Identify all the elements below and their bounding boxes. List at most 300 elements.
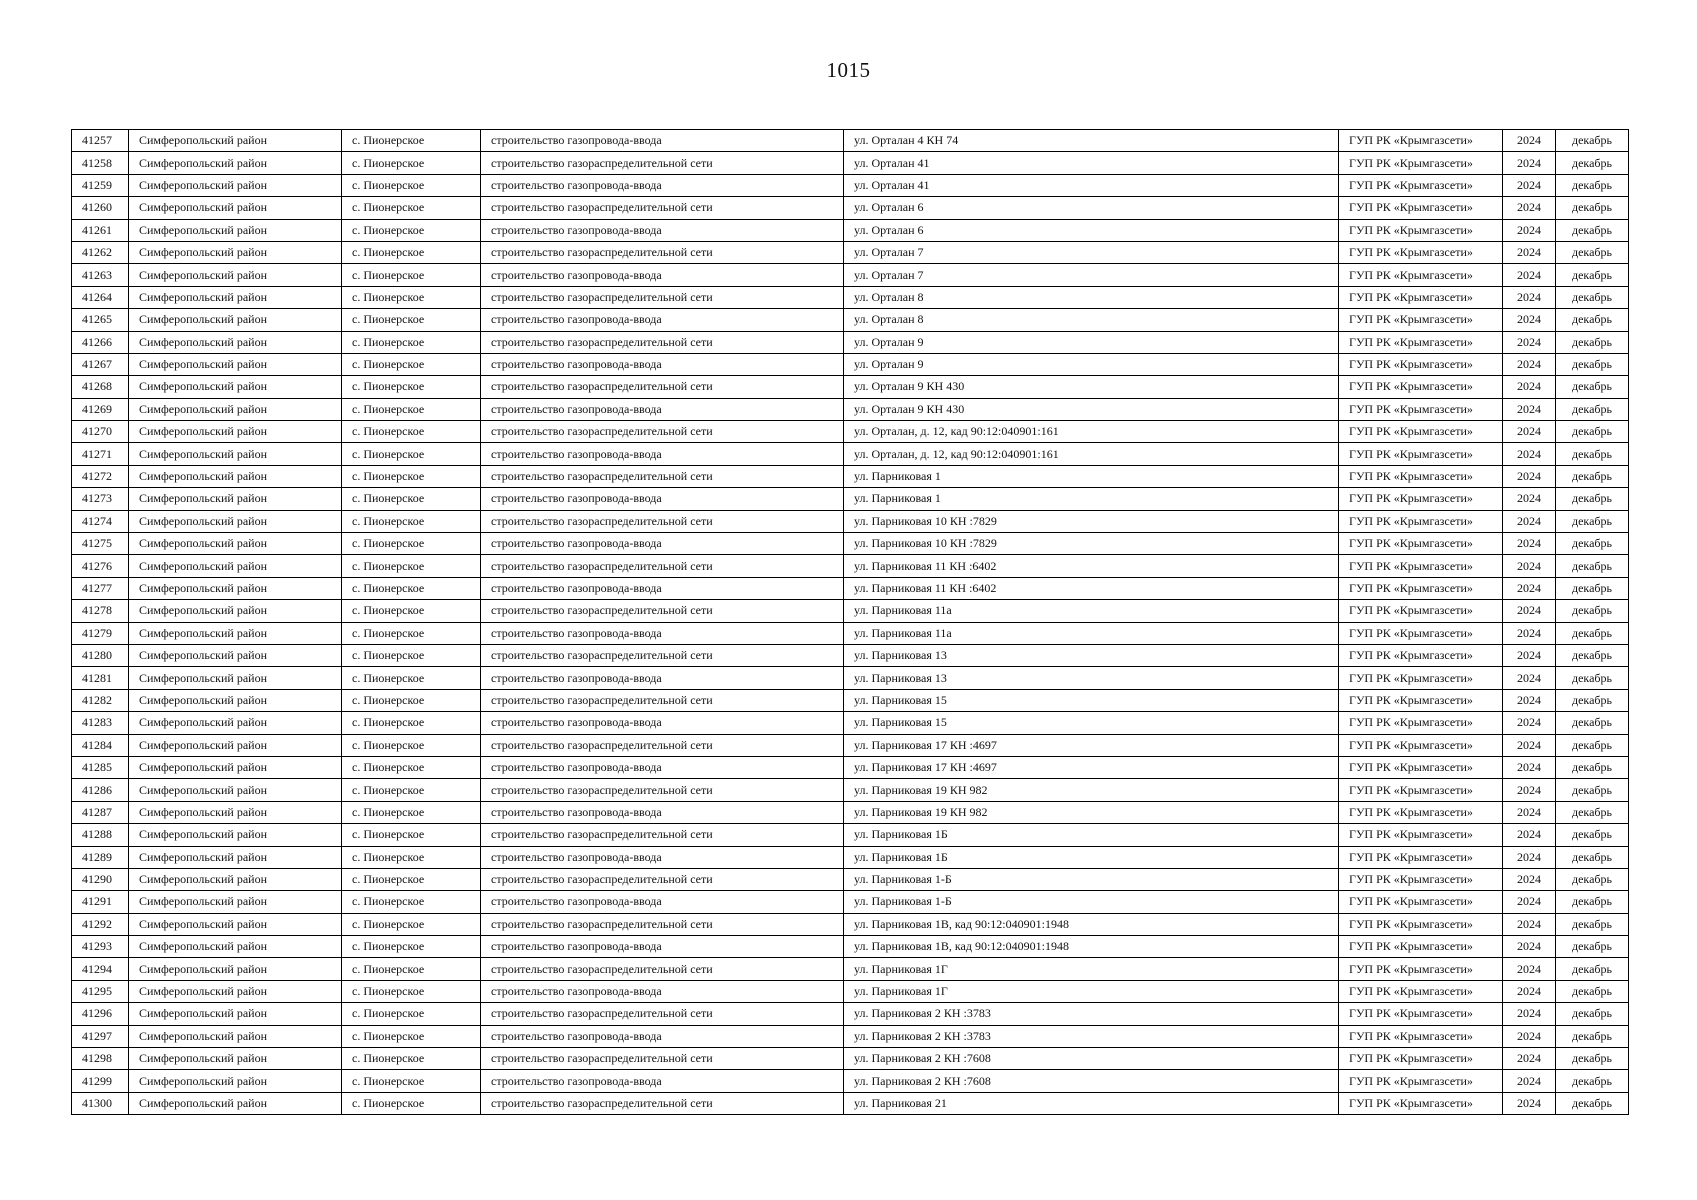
address-cell: ул. Парниковая 1-Б bbox=[844, 868, 1339, 890]
organization-cell: ГУП РК «Крымгазсети» bbox=[1339, 465, 1503, 487]
organization-cell: ГУП РК «Крымгазсети» bbox=[1339, 868, 1503, 890]
address-cell: ул. Орталан 9 bbox=[844, 331, 1339, 353]
address-cell: ул. Парниковая 11а bbox=[844, 600, 1339, 622]
settlement-cell: с. Пионерское bbox=[342, 130, 481, 152]
work-type-cell: строительство газопровода-ввода bbox=[481, 130, 844, 152]
month-cell: декабрь bbox=[1556, 644, 1629, 666]
row-number: 41283 bbox=[72, 712, 129, 734]
address-cell: ул. Орталан 41 bbox=[844, 152, 1339, 174]
address-cell: ул. Парниковая 2 КН :3783 bbox=[844, 1003, 1339, 1025]
district-cell: Симферопольский район bbox=[129, 600, 342, 622]
row-number: 41257 bbox=[72, 130, 129, 152]
district-cell: Симферопольский район bbox=[129, 868, 342, 890]
year-cell: 2024 bbox=[1503, 936, 1556, 958]
table-row bbox=[72, 712, 1629, 734]
row-number: 41276 bbox=[72, 555, 129, 577]
district-cell: Симферопольский район bbox=[129, 1092, 342, 1114]
row-number: 41288 bbox=[72, 824, 129, 846]
year-cell: 2024 bbox=[1503, 1003, 1556, 1025]
settlement-cell: с. Пионерское bbox=[342, 152, 481, 174]
table-row bbox=[72, 689, 1629, 711]
row-number: 41274 bbox=[72, 510, 129, 532]
address-cell: ул. Парниковая 19 КН 982 bbox=[844, 779, 1339, 801]
settlement-cell: с. Пионерское bbox=[342, 958, 481, 980]
work-type-cell: строительство газопровода-ввода bbox=[481, 577, 844, 599]
organization-cell: ГУП РК «Крымгазсети» bbox=[1339, 958, 1503, 980]
address-cell: ул. Орталан 8 bbox=[844, 286, 1339, 308]
row-number: 41278 bbox=[72, 600, 129, 622]
address-cell: ул. Парниковая 11 КН :6402 bbox=[844, 555, 1339, 577]
year-cell: 2024 bbox=[1503, 376, 1556, 398]
settlement-cell: с. Пионерское bbox=[342, 734, 481, 756]
work-type-cell: строительство газораспределительной сети bbox=[481, 152, 844, 174]
work-type-cell: строительство газораспределительной сети bbox=[481, 779, 844, 801]
organization-cell: ГУП РК «Крымгазсети» bbox=[1339, 779, 1503, 801]
address-cell: ул. Орталан 8 bbox=[844, 309, 1339, 331]
organization-cell: ГУП РК «Крымгазсети» bbox=[1339, 241, 1503, 263]
organization-cell: ГУП РК «Крымгазсети» bbox=[1339, 510, 1503, 532]
month-cell: декабрь bbox=[1556, 174, 1629, 196]
organization-cell: ГУП РК «Крымгазсети» bbox=[1339, 756, 1503, 778]
district-cell: Симферопольский район bbox=[129, 846, 342, 868]
year-cell: 2024 bbox=[1503, 824, 1556, 846]
year-cell: 2024 bbox=[1503, 577, 1556, 599]
table-row bbox=[72, 1092, 1629, 1114]
table-row bbox=[72, 779, 1629, 801]
work-type-cell: строительство газопровода-ввода bbox=[481, 801, 844, 823]
district-cell: Симферопольский район bbox=[129, 286, 342, 308]
address-cell: ул. Орталан 9 КН 430 bbox=[844, 398, 1339, 420]
month-cell: декабрь bbox=[1556, 980, 1629, 1002]
district-cell: Симферопольский район bbox=[129, 488, 342, 510]
work-type-cell: строительство газопровода-ввода bbox=[481, 533, 844, 555]
organization-cell: ГУП РК «Крымгазсети» bbox=[1339, 846, 1503, 868]
row-number: 41289 bbox=[72, 846, 129, 868]
district-cell: Симферопольский район bbox=[129, 913, 342, 935]
district-cell: Симферопольский район bbox=[129, 331, 342, 353]
address-cell: ул. Парниковая 17 КН :4697 bbox=[844, 734, 1339, 756]
work-type-cell: строительство газораспределительной сети bbox=[481, 510, 844, 532]
row-number: 41269 bbox=[72, 398, 129, 420]
work-type-cell: строительство газопровода-ввода bbox=[481, 488, 844, 510]
settlement-cell: с. Пионерское bbox=[342, 980, 481, 1002]
district-cell: Симферопольский район bbox=[129, 353, 342, 375]
work-type-cell: строительство газораспределительной сети bbox=[481, 1003, 844, 1025]
organization-cell: ГУП РК «Крымгазсети» bbox=[1339, 421, 1503, 443]
month-cell: декабрь bbox=[1556, 421, 1629, 443]
month-cell: декабрь bbox=[1556, 130, 1629, 152]
row-number: 41294 bbox=[72, 958, 129, 980]
settlement-cell: с. Пионерское bbox=[342, 376, 481, 398]
address-cell: ул. Парниковая 17 КН :4697 bbox=[844, 756, 1339, 778]
year-cell: 2024 bbox=[1503, 353, 1556, 375]
address-cell: ул. Парниковая 2 КН :3783 bbox=[844, 1025, 1339, 1047]
month-cell: декабрь bbox=[1556, 1092, 1629, 1114]
month-cell: декабрь bbox=[1556, 1025, 1629, 1047]
address-cell: ул. Орталан 6 bbox=[844, 219, 1339, 241]
settlement-cell: с. Пионерское bbox=[342, 488, 481, 510]
organization-cell: ГУП РК «Крымгазсети» bbox=[1339, 152, 1503, 174]
settlement-cell: с. Пионерское bbox=[342, 353, 481, 375]
address-cell: ул. Парниковая 19 КН 982 bbox=[844, 801, 1339, 823]
work-type-cell: строительство газопровода-ввода bbox=[481, 622, 844, 644]
work-type-cell: строительство газораспределительной сети bbox=[481, 913, 844, 935]
month-cell: декабрь bbox=[1556, 577, 1629, 599]
work-type-cell: строительство газораспределительной сети bbox=[481, 555, 844, 577]
month-cell: декабрь bbox=[1556, 779, 1629, 801]
row-number: 41284 bbox=[72, 734, 129, 756]
year-cell: 2024 bbox=[1503, 1048, 1556, 1070]
district-cell: Симферопольский район bbox=[129, 398, 342, 420]
table-row bbox=[72, 219, 1629, 241]
district-cell: Симферопольский район bbox=[129, 264, 342, 286]
row-number: 41271 bbox=[72, 443, 129, 465]
year-cell: 2024 bbox=[1503, 197, 1556, 219]
work-type-cell: строительство газораспределительной сети bbox=[481, 600, 844, 622]
month-cell: декабрь bbox=[1556, 824, 1629, 846]
organization-cell: ГУП РК «Крымгазсети» bbox=[1339, 577, 1503, 599]
work-type-cell: строительство газораспределительной сети bbox=[481, 197, 844, 219]
year-cell: 2024 bbox=[1503, 846, 1556, 868]
settlement-cell: с. Пионерское bbox=[342, 465, 481, 487]
work-type-cell: строительство газораспределительной сети bbox=[481, 421, 844, 443]
table-row bbox=[72, 510, 1629, 532]
district-cell: Симферопольский район bbox=[129, 421, 342, 443]
row-number: 41264 bbox=[72, 286, 129, 308]
organization-cell: ГУП РК «Крымгазсети» bbox=[1339, 443, 1503, 465]
work-type-cell: строительство газопровода-ввода bbox=[481, 936, 844, 958]
settlement-cell: с. Пионерское bbox=[342, 779, 481, 801]
address-cell: ул. Парниковая 10 КН :7829 bbox=[844, 510, 1339, 532]
year-cell: 2024 bbox=[1503, 891, 1556, 913]
month-cell: декабрь bbox=[1556, 197, 1629, 219]
work-type-cell: строительство газораспределительной сети bbox=[481, 734, 844, 756]
district-cell: Симферопольский район bbox=[129, 533, 342, 555]
settlement-cell: с. Пионерское bbox=[342, 936, 481, 958]
work-type-cell: строительство газопровода-ввода bbox=[481, 846, 844, 868]
settlement-cell: с. Пионерское bbox=[342, 756, 481, 778]
month-cell: декабрь bbox=[1556, 936, 1629, 958]
address-cell: ул. Парниковая 11а bbox=[844, 622, 1339, 644]
month-cell: декабрь bbox=[1556, 398, 1629, 420]
year-cell: 2024 bbox=[1503, 1070, 1556, 1092]
row-number: 41265 bbox=[72, 309, 129, 331]
table-row bbox=[72, 376, 1629, 398]
organization-cell: ГУП РК «Крымгазсети» bbox=[1339, 644, 1503, 666]
work-type-cell: строительство газопровода-ввода bbox=[481, 1070, 844, 1092]
year-cell: 2024 bbox=[1503, 443, 1556, 465]
district-cell: Симферопольский район bbox=[129, 510, 342, 532]
settlement-cell: с. Пионерское bbox=[342, 309, 481, 331]
address-cell: ул. Орталан 7 bbox=[844, 241, 1339, 263]
work-type-cell: строительство газопровода-ввода bbox=[481, 174, 844, 196]
work-type-cell: строительство газопровода-ввода bbox=[481, 891, 844, 913]
row-number: 41277 bbox=[72, 577, 129, 599]
row-number: 41275 bbox=[72, 533, 129, 555]
month-cell: декабрь bbox=[1556, 1048, 1629, 1070]
year-cell: 2024 bbox=[1503, 286, 1556, 308]
organization-cell: ГУП РК «Крымгазсети» bbox=[1339, 1070, 1503, 1092]
organization-cell: ГУП РК «Крымгазсети» bbox=[1339, 801, 1503, 823]
settlement-cell: с. Пионерское bbox=[342, 846, 481, 868]
settlement-cell: с. Пионерское bbox=[342, 241, 481, 263]
organization-cell: ГУП РК «Крымгазсети» bbox=[1339, 1025, 1503, 1047]
year-cell: 2024 bbox=[1503, 1025, 1556, 1047]
organization-cell: ГУП РК «Крымгазсети» bbox=[1339, 689, 1503, 711]
settlement-cell: с. Пионерское bbox=[342, 219, 481, 241]
organization-cell: ГУП РК «Крымгазсети» bbox=[1339, 353, 1503, 375]
year-cell: 2024 bbox=[1503, 779, 1556, 801]
year-cell: 2024 bbox=[1503, 130, 1556, 152]
month-cell: декабрь bbox=[1556, 152, 1629, 174]
month-cell: декабрь bbox=[1556, 1070, 1629, 1092]
organization-cell: ГУП РК «Крымгазсети» bbox=[1339, 913, 1503, 935]
row-number: 41273 bbox=[72, 488, 129, 510]
table-row bbox=[72, 600, 1629, 622]
organization-cell: ГУП РК «Крымгазсети» bbox=[1339, 824, 1503, 846]
month-cell: декабрь bbox=[1556, 241, 1629, 263]
table-row bbox=[72, 264, 1629, 286]
district-cell: Симферопольский район bbox=[129, 219, 342, 241]
row-number: 41262 bbox=[72, 241, 129, 263]
year-cell: 2024 bbox=[1503, 264, 1556, 286]
month-cell: декабрь bbox=[1556, 622, 1629, 644]
table-row bbox=[72, 913, 1629, 935]
work-type-cell: строительство газопровода-ввода bbox=[481, 353, 844, 375]
organization-cell: ГУП РК «Крымгазсети» bbox=[1339, 197, 1503, 219]
address-cell: ул. Парниковая 13 bbox=[844, 667, 1339, 689]
settlement-cell: с. Пионерское bbox=[342, 1025, 481, 1047]
work-type-cell: строительство газопровода-ввода bbox=[481, 667, 844, 689]
address-cell: ул. Парниковая 1В, кад 90:12:040901:1948 bbox=[844, 913, 1339, 935]
row-number: 41281 bbox=[72, 667, 129, 689]
year-cell: 2024 bbox=[1503, 644, 1556, 666]
month-cell: декабрь bbox=[1556, 331, 1629, 353]
organization-cell: ГУП РК «Крымгазсети» bbox=[1339, 376, 1503, 398]
year-cell: 2024 bbox=[1503, 421, 1556, 443]
organization-cell: ГУП РК «Крымгазсети» bbox=[1339, 286, 1503, 308]
work-type-cell: строительство газопровода-ввода bbox=[481, 219, 844, 241]
organization-cell: ГУП РК «Крымгазсети» bbox=[1339, 891, 1503, 913]
register-table bbox=[71, 129, 1629, 1115]
month-cell: декабрь bbox=[1556, 219, 1629, 241]
table-row bbox=[72, 152, 1629, 174]
register-body bbox=[72, 130, 1629, 1115]
table-row bbox=[72, 644, 1629, 666]
address-cell: ул. Орталан 9 bbox=[844, 353, 1339, 375]
organization-cell: ГУП РК «Крымгазсети» bbox=[1339, 309, 1503, 331]
settlement-cell: с. Пионерское bbox=[342, 398, 481, 420]
table-row bbox=[72, 958, 1629, 980]
table-row bbox=[72, 622, 1629, 644]
work-type-cell: строительство газораспределительной сети bbox=[481, 465, 844, 487]
month-cell: декабрь bbox=[1556, 443, 1629, 465]
row-number: 41300 bbox=[72, 1092, 129, 1114]
row-number: 41285 bbox=[72, 756, 129, 778]
row-number: 41280 bbox=[72, 644, 129, 666]
district-cell: Симферопольский район bbox=[129, 756, 342, 778]
month-cell: декабрь bbox=[1556, 689, 1629, 711]
address-cell: ул. Парниковая 1Б bbox=[844, 846, 1339, 868]
year-cell: 2024 bbox=[1503, 913, 1556, 935]
month-cell: декабрь bbox=[1556, 309, 1629, 331]
address-cell: ул. Парниковая 15 bbox=[844, 689, 1339, 711]
settlement-cell: с. Пионерское bbox=[342, 1048, 481, 1070]
year-cell: 2024 bbox=[1503, 801, 1556, 823]
table-row bbox=[72, 398, 1629, 420]
table-row bbox=[72, 331, 1629, 353]
row-number: 41287 bbox=[72, 801, 129, 823]
organization-cell: ГУП РК «Крымгазсети» bbox=[1339, 555, 1503, 577]
work-type-cell: строительство газопровода-ввода bbox=[481, 443, 844, 465]
organization-cell: ГУП РК «Крымгазсети» bbox=[1339, 219, 1503, 241]
table-row bbox=[72, 465, 1629, 487]
settlement-cell: с. Пионерское bbox=[342, 600, 481, 622]
row-number: 41259 bbox=[72, 174, 129, 196]
row-number: 41297 bbox=[72, 1025, 129, 1047]
year-cell: 2024 bbox=[1503, 465, 1556, 487]
address-cell: ул. Парниковая 15 bbox=[844, 712, 1339, 734]
month-cell: декабрь bbox=[1556, 868, 1629, 890]
row-number: 41267 bbox=[72, 353, 129, 375]
month-cell: декабрь bbox=[1556, 734, 1629, 756]
work-type-cell: строительство газораспределительной сети bbox=[481, 689, 844, 711]
organization-cell: ГУП РК «Крымгазсети» bbox=[1339, 264, 1503, 286]
settlement-cell: с. Пионерское bbox=[342, 868, 481, 890]
address-cell: ул. Парниковая 21 bbox=[844, 1092, 1339, 1114]
settlement-cell: с. Пионерское bbox=[342, 824, 481, 846]
month-cell: декабрь bbox=[1556, 555, 1629, 577]
district-cell: Симферопольский район bbox=[129, 309, 342, 331]
settlement-cell: с. Пионерское bbox=[342, 1092, 481, 1114]
address-cell: ул. Парниковая 10 КН :7829 bbox=[844, 533, 1339, 555]
district-cell: Симферопольский район bbox=[129, 130, 342, 152]
year-cell: 2024 bbox=[1503, 868, 1556, 890]
district-cell: Симферопольский район bbox=[129, 734, 342, 756]
month-cell: декабрь bbox=[1556, 488, 1629, 510]
organization-cell: ГУП РК «Крымгазсети» bbox=[1339, 734, 1503, 756]
row-number: 41268 bbox=[72, 376, 129, 398]
table-row bbox=[72, 286, 1629, 308]
address-cell: ул. Парниковая 1-Б bbox=[844, 891, 1339, 913]
district-cell: Симферопольский район bbox=[129, 958, 342, 980]
address-cell: ул. Парниковая 2 КН :7608 bbox=[844, 1048, 1339, 1070]
table-row bbox=[72, 1003, 1629, 1025]
row-number: 41293 bbox=[72, 936, 129, 958]
organization-cell: ГУП РК «Крымгазсети» bbox=[1339, 980, 1503, 1002]
settlement-cell: с. Пионерское bbox=[342, 644, 481, 666]
address-cell: ул. Парниковая 1 bbox=[844, 488, 1339, 510]
organization-cell: ГУП РК «Крымгазсети» bbox=[1339, 533, 1503, 555]
month-cell: декабрь bbox=[1556, 465, 1629, 487]
address-cell: ул. Парниковая 1В, кад 90:12:040901:1948 bbox=[844, 936, 1339, 958]
table-row bbox=[72, 801, 1629, 823]
table-row bbox=[72, 891, 1629, 913]
settlement-cell: с. Пионерское bbox=[342, 1070, 481, 1092]
work-type-cell: строительство газораспределительной сети bbox=[481, 286, 844, 308]
work-type-cell: строительство газопровода-ввода bbox=[481, 980, 844, 1002]
district-cell: Симферопольский район bbox=[129, 980, 342, 1002]
settlement-cell: с. Пионерское bbox=[342, 510, 481, 532]
settlement-cell: с. Пионерское bbox=[342, 533, 481, 555]
month-cell: декабрь bbox=[1556, 1003, 1629, 1025]
row-number: 41291 bbox=[72, 891, 129, 913]
table-row bbox=[72, 1048, 1629, 1070]
row-number: 41292 bbox=[72, 913, 129, 935]
address-cell: ул. Орталан 6 bbox=[844, 197, 1339, 219]
year-cell: 2024 bbox=[1503, 689, 1556, 711]
district-cell: Симферопольский район bbox=[129, 936, 342, 958]
district-cell: Симферопольский район bbox=[129, 1070, 342, 1092]
organization-cell: ГУП РК «Крымгазсети» bbox=[1339, 174, 1503, 196]
district-cell: Симферопольский район bbox=[129, 376, 342, 398]
table-row bbox=[72, 443, 1629, 465]
settlement-cell: с. Пионерское bbox=[342, 443, 481, 465]
year-cell: 2024 bbox=[1503, 219, 1556, 241]
address-cell: ул. Орталан 7 bbox=[844, 264, 1339, 286]
settlement-cell: с. Пионерское bbox=[342, 1003, 481, 1025]
district-cell: Симферопольский район bbox=[129, 555, 342, 577]
month-cell: декабрь bbox=[1556, 667, 1629, 689]
table-row bbox=[72, 756, 1629, 778]
month-cell: декабрь bbox=[1556, 846, 1629, 868]
month-cell: декабрь bbox=[1556, 600, 1629, 622]
work-type-cell: строительство газораспределительной сети bbox=[481, 331, 844, 353]
district-cell: Симферопольский район bbox=[129, 622, 342, 644]
table-row bbox=[72, 868, 1629, 890]
table-row bbox=[72, 980, 1629, 1002]
year-cell: 2024 bbox=[1503, 241, 1556, 263]
row-number: 41296 bbox=[72, 1003, 129, 1025]
work-type-cell: строительство газопровода-ввода bbox=[481, 398, 844, 420]
district-cell: Симферопольский район bbox=[129, 779, 342, 801]
row-number: 41282 bbox=[72, 689, 129, 711]
settlement-cell: с. Пионерское bbox=[342, 667, 481, 689]
address-cell: ул. Парниковая 1Г bbox=[844, 980, 1339, 1002]
table-row bbox=[72, 241, 1629, 263]
address-cell: ул. Орталан, д. 12, кад 90:12:040901:161 bbox=[844, 421, 1339, 443]
year-cell: 2024 bbox=[1503, 712, 1556, 734]
month-cell: декабрь bbox=[1556, 958, 1629, 980]
organization-cell: ГУП РК «Крымгазсети» bbox=[1339, 936, 1503, 958]
settlement-cell: с. Пионерское bbox=[342, 197, 481, 219]
table-row bbox=[72, 734, 1629, 756]
table-row bbox=[72, 667, 1629, 689]
district-cell: Симферопольский район bbox=[129, 1048, 342, 1070]
month-cell: декабрь bbox=[1556, 712, 1629, 734]
district-cell: Симферопольский район bbox=[129, 891, 342, 913]
district-cell: Симферопольский район bbox=[129, 465, 342, 487]
table-row bbox=[72, 555, 1629, 577]
row-number: 41258 bbox=[72, 152, 129, 174]
address-cell: ул. Парниковая 13 bbox=[844, 644, 1339, 666]
page-number: 1015 bbox=[826, 58, 871, 82]
row-number: 41279 bbox=[72, 622, 129, 644]
work-type-cell: строительство газораспределительной сети bbox=[481, 376, 844, 398]
work-type-cell: строительство газораспределительной сети bbox=[481, 644, 844, 666]
address-cell: ул. Орталан 41 bbox=[844, 174, 1339, 196]
month-cell: декабрь bbox=[1556, 533, 1629, 555]
work-type-cell: строительство газопровода-ввода bbox=[481, 712, 844, 734]
work-type-cell: строительство газопровода-ввода bbox=[481, 264, 844, 286]
address-cell: ул. Орталан, д. 12, кад 90:12:040901:161 bbox=[844, 443, 1339, 465]
year-cell: 2024 bbox=[1503, 734, 1556, 756]
table-row bbox=[72, 421, 1629, 443]
work-type-cell: строительство газопровода-ввода bbox=[481, 1025, 844, 1047]
year-cell: 2024 bbox=[1503, 980, 1556, 1002]
year-cell: 2024 bbox=[1503, 398, 1556, 420]
organization-cell: ГУП РК «Крымгазсети» bbox=[1339, 1092, 1503, 1114]
